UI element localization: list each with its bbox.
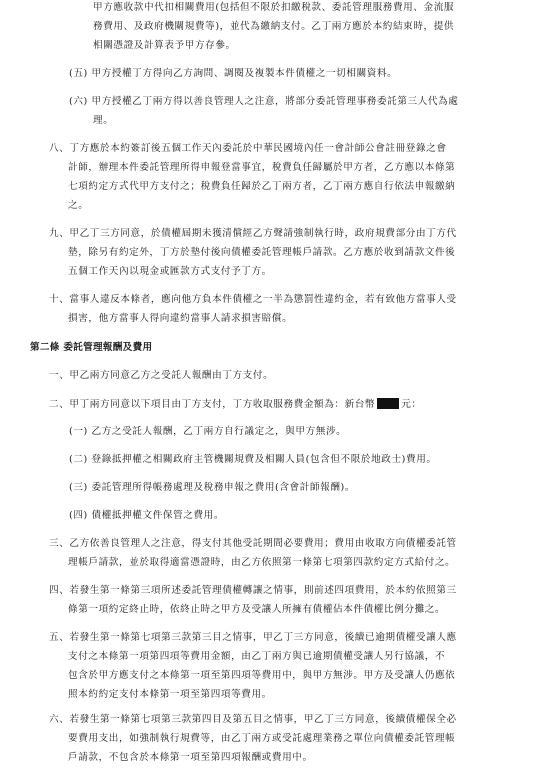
text-line: 損害，他方當事人得向違約當事人請求損害賠償。 [68, 313, 293, 324]
text-line: 條第一項約定終止時，依終止時之甲方及受讓人所擁有債權佔本件債權比例分攤之。 [68, 604, 446, 615]
text-line: (五) 甲方授權丁方得向乙方詢問、調閱及複製本件債權之一切相關資料。 [69, 68, 398, 79]
text-line: 之。 [68, 200, 89, 211]
text-line: 理。 [93, 115, 114, 126]
text-line: 三、乙方依善良管理人之注意，得支付其他受託期間必要費用；費用由收取方向債權委託管 [49, 538, 457, 549]
text-line: 計師，辦理本件委託管理所得申報登當事宜，稅費負任歸屬於甲方者，乙方應以本條第 [68, 162, 456, 173]
text-line: 照本約約定支付本條第一項至第四項等費用。 [68, 689, 272, 700]
text-line [49, 398, 422, 411]
text-line: 五個工作天內以現金或匯款方式支付予丁方。 [68, 266, 272, 277]
text-line: 務費用、及政府機關規費等)，並代為繳納支付。乙丁兩方應於本約結束時，提供 [93, 21, 455, 32]
text-line: 甲方應收款中代扣相關費用(包括但不限於扣繳稅款、委託管理服務費用、金流服 [93, 2, 455, 13]
text-line: (二) 登錄抵押權之相關政府主管機關規費及相關人員(包含但不限於地政士)費用。 [69, 454, 437, 465]
text-line: (六) 甲方授權乙丁兩方得以善良管理人之注意，將部分委託管理事務委託第三人代為處 [69, 96, 459, 107]
text-line: 十、當事人違反本條者，應向他方負本件債權之一半為懲罰性違約金，若有致他方當事人受 [49, 294, 457, 305]
text-line: 支付之本條第一項第四項等費用金額，由乙丁兩方與已逾期債權受讓人另行協議，不 [68, 651, 446, 662]
text-line: 理帳戶請款，並於取得適當憑證時，由乙方依照第一條第七項第四款約定方式給付之。 [68, 557, 456, 568]
redaction-box [377, 398, 399, 409]
section-heading: 第二條 委託管理報酬及費用 [30, 342, 153, 353]
text-line: 五、若發生第一條第七項第三款第三目之情事，甲乙丁三方同意，後續已逾期債權受讓人應 [49, 632, 457, 643]
text-line: 墊，除另有約定外，丁方於墊付後向債權委託管理帳戶請款。乙方應於收到請款文件後 [68, 247, 456, 258]
text-segment: 二、甲丁兩方同意以下項目由丁方支付，丁方收取服務費金額為：新台幣 [49, 399, 376, 410]
text-line: 八、丁方應於本約簽訂後五個工作天內委託於中華民國境內任一會計師公會註冊登錄之會 [49, 143, 447, 154]
text-line: 四、若發生第一條第三項所述委託管理債權轉讓之情事，則前述四項費用，於本約依照第三 [49, 585, 457, 596]
text-line: 包含於甲方應支付之本條第一項至第四項等費用中，與甲方無涉。甲方及受讓人仍應依 [68, 670, 456, 681]
text-line: (四) 債權抵押權文件保管之費用。 [69, 510, 225, 521]
text-line: (一) 乙方之受託人報酬，乙丁兩方自行議定之，與甲方無涉。 [69, 426, 347, 437]
text-line: 要費用支出，如強制執行規費等，由乙丁兩方或受託處理業務之單位向債權委託管理帳 [68, 733, 456, 744]
text-line: 七項約定方式代甲方支付之；稅費負任歸於乙丁兩方者，乙丁兩方應自行依法申報繳納 [68, 181, 456, 192]
text-segment: 元： [401, 399, 422, 410]
text-line: 六、若發生第一條第七項第三款第四目及第五目之情事，甲乙丁三方同意，後續債權保全必 [49, 714, 457, 725]
text-line: (三) 委託管理所得帳務處理及稅務申報之費用(含會計師報酬)。 [69, 482, 356, 493]
text-line: 一、甲乙兩方同意乙方之受託人報酬由丁方支付。 [49, 370, 274, 381]
text-line: 戶請款，不包含於本條第一項至第四項報酬或費用中。 [68, 752, 313, 763]
text-line: 相關憑證及計算表予甲方存參。 [93, 40, 236, 51]
text-line: 九、甲乙丁三方同意，於債權屆期未獲清償經乙方聲請強制執行時，政府規費部分由丁方代 [49, 228, 457, 239]
